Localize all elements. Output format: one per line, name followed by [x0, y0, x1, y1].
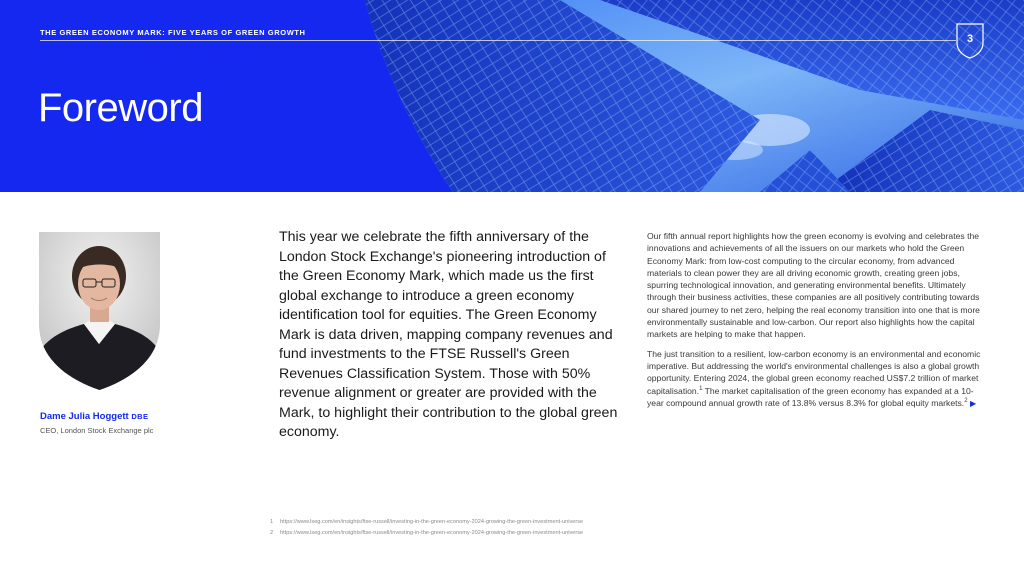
- body-paragraph-2a: The just transition to a resilient, low-carbon economy is an environmental and economic imperative. But addressing the world's environmental challenges is also a global growth opportunity. Entering 2024, the global green economy reached US$7.2 trillion of market capitalisation.: [647, 348, 981, 396]
- page-number: 3: [966, 33, 974, 45]
- footnote-1: [270, 517, 583, 528]
- body-paragraph-2: [647, 348, 985, 410]
- lead-paragraph: This year we celebrate the fifth anniversary of the London Stock Exchange's pioneering introduction of the Green Economy Mark, which made us the first global exchange to introduce a green economy identification tool for equities. The Green Economy Mark is data driven, mapping company revenues and fund investments to the FTSE Russell's Green Revenues Classification System. Those with 50% revenue alignment or greater are provided with the Mark, to highlight their contribution to the global green economy.: [279, 229, 618, 440]
- body-paragraph-2b: The market capitalisation of the green economy has expanded at a 10-year compound annual growth rate of 13.8% versus 8.3% for global equity markets.: [647, 385, 974, 408]
- header-divider: [40, 40, 956, 41]
- portrait-photo: [39, 232, 160, 390]
- person-name-text: Dame Julia Hoggett: [40, 411, 129, 422]
- footnote-number: 2: [270, 530, 274, 536]
- footnote-link[interactable]: https://www.lseg.com/en/insights/ftse-russell/investing-in-the-green-economy-2024-growing-the-green-investment-universe: [280, 530, 584, 536]
- footnote-ref-1[interactable]: 1: [699, 385, 703, 392]
- footnote-number: 1: [270, 519, 274, 525]
- person-role: CEO, London Stock Exchange plc: [40, 426, 154, 435]
- footnotes: [270, 517, 583, 539]
- person-name: [40, 411, 148, 422]
- footnote-2: [270, 528, 583, 539]
- body-column: [647, 230, 985, 417]
- continue-arrow-icon[interactable]: ▶: [969, 398, 977, 408]
- person-name-suffix: DBE: [131, 412, 149, 421]
- footnote-ref-2[interactable]: 2: [964, 398, 968, 404]
- header-banner: [0, 0, 1024, 192]
- page-title: Foreword: [38, 86, 203, 130]
- body-paragraph-1: Our fifth annual report highlights how the green economy is evolving and celebrates the innovations and achievements of all the issuers on our markets who hold the Green Economy Mark: from low-cost computing to the circular economy, from advanced materials to clean power they are all driving economic growth, creating green jobs, spurring technological innovation, and generating environmental benefits. Ultimately through their business activities, these companies are all positively contributing towards our shared journey to net zero, helping the real economy transition into one that is more environmentally sustainable and low-carbon. Our report also highlights how the capital markets are helping to make that happen.: [647, 231, 980, 340]
- footnote-link[interactable]: https://www.lseg.com/en/insights/ftse-russell/investing-in-the-green-economy-2024-growing-the-green-investment-universe: [280, 519, 584, 525]
- section-label: THE GREEN ECONOMY MARK: FIVE YEARS OF GREEN GROWTH: [40, 28, 306, 37]
